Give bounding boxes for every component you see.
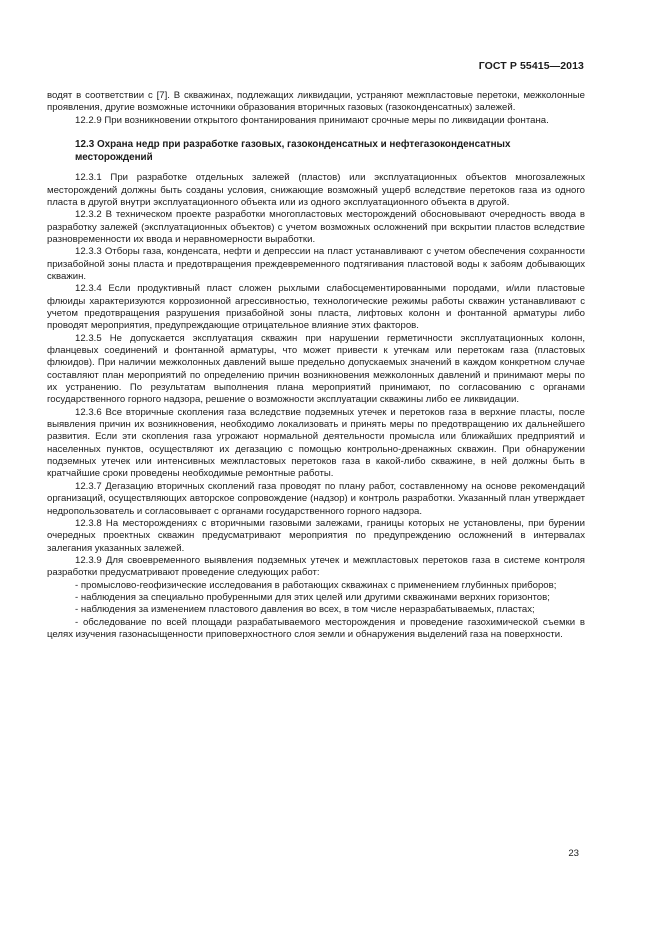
paragraph-12-3-2: 12.3.2 В техническом проекте разработки многопластовых месторождений обосновывают очередность ввода в разработку залежей (эксплуатационных объектов) с учетом возможных осложнений при вскрытии пластов вследствие разновременности их ввода и неравномерности выработки. — [47, 209, 585, 245]
paragraph-12-2-9: 12.2.9 При возникновении открытого фонтанирования принимают срочные меры по ликвидации фонтана. — [75, 114, 549, 126]
list-item: - наблюдения за изменением пластового давления во всех, в том числе неразрабатываемых, пластах; — [75, 604, 535, 616]
list-item: - обследование по всей площади разрабатываемого месторождения и проведение газохимической съемки в целях изучения газонасыщенности приповерхностного слоя земли и обнаружения выделений газа на поверхности. — [47, 616, 585, 640]
paragraph-12-3-4: 12.3.4 Если продуктивный пласт сложен рыхлыми слабосцементированными породами, и/или пластовые флюиды характеризуются коррозионной агрессивностью, технологические режимы работы скважин устанавливают с учетом предотвращения разрушения призабойной зоны пласта, лифтовых колонн и фонтанной арматуры либо проводят мероприятия, предупреждающие отрицательное влияние этих факторов. — [47, 283, 585, 332]
paragraph-12-3-6: 12.3.6 Все вторичные скопления газа вследствие подземных утечек и перетоков газа в верхние пласты, после выявления причин их возникновения, необходимо локализовать и принять меры по предотвращению их дальнейшего развития. Если эти скопления газа угрожают нормальной деятельности промысла или ближайших предприятий и населенных пунктов, осуществляют их дегазацию с помощью контрольно-дренажных скважин. При обнаружении подземных утечек или интенсивных межпластовых перетоков газа в какой-либо скважине, в ней должны быть в кратчайшие сроки проведены необходимые ремонтные работы. — [47, 406, 585, 480]
paragraph-12-3-9: 12.3.9 Для своевременного выявления подземных утечек и межпластовых перетоков газа в системе контроля разработки предусматривают проведение следующих работ: — [47, 554, 585, 579]
page-number: 23 — [568, 848, 579, 859]
list-item: - наблюдения за специально пробуренными для этих целей или другими скважинами верхних горизонтов; — [75, 591, 550, 603]
standard-code: ГОСТ Р 55415—2013 — [478, 60, 584, 72]
section-heading-12-3: 12.3 Охрана недр при разработке газовых, газоконденсатных и нефтегазоконденсатных месторождений — [75, 139, 511, 163]
list-item: - промыслово-геофизические исследования в работающих скважинах с применением глубинных приборов; — [75, 579, 557, 591]
paragraph-12-3-7: 12.3.7 Дегазацию вторичных скоплений газа проводят по плану работ, составленному на основе рекомендаций организаций, осуществляющих авторское сопровождение (надзор) и контроль разработки. Указанный план утверждает недропользователь и согласовывает с органами государственного горного надзора. — [47, 480, 585, 517]
page-body — [47, 90, 585, 641]
paragraph-12-3-1: 12.3.1 При разработке отдельных залежей (пластов) или эксплуатационных объектов многозалежных месторождений должны быть созданы условия, снижающие возможный ущерб вследствие перетоков газа из одного пласта в другой внутри эксплуатационного объекта или из одного эксплуатационного объекта в другой. — [47, 172, 585, 208]
paragraph-12-3-3: 12.3.3 Отборы газа, конденсата, нефти и депрессии на пласт устанавливают с учетом обеспечения сохранности призабойной зоны пласта и предотвращения преждевременного подтягивания пластовой воды к забоям добывающих скважин. — [47, 246, 585, 282]
paragraph-12-3-5: 12.3.5 Не допускается эксплуатация скважин при нарушении герметичности эксплуатационных колонн, фланцевых соединений и фонтанной арматуры, что может привести к утечкам или перетокам газа (пластовых флюидов). При наличии межколонных давлений выше предельно допускаемых значений в каждом конкретном случае составляют план мероприятий по определению причин возникновения межколонных давлений и принимают меры по их устранению. По результатам выполнения плана мероприятий принимают, по согласованию с органами государственного горного надзора, решение о возможности эксплуатации скважины либо ее ликвидации. — [47, 332, 585, 406]
paragraph-12-3-8: 12.3.8 На месторождениях с вторичными газовыми залежами, границы которых не установлены, при бурении очередных проектных скважин предусматривают мероприятия по предупреждению осложнений в интервалах залегания указанных залежей. — [47, 517, 585, 554]
paragraph-continuation: водят в соответствии с [7]. В скважинах, подлежащих ликвидации, устраняют межпластовые перетоки, межколонные проявления, другие возможные источники образования вторичных газовых (газоконденсатных) залежей. — [47, 90, 585, 114]
